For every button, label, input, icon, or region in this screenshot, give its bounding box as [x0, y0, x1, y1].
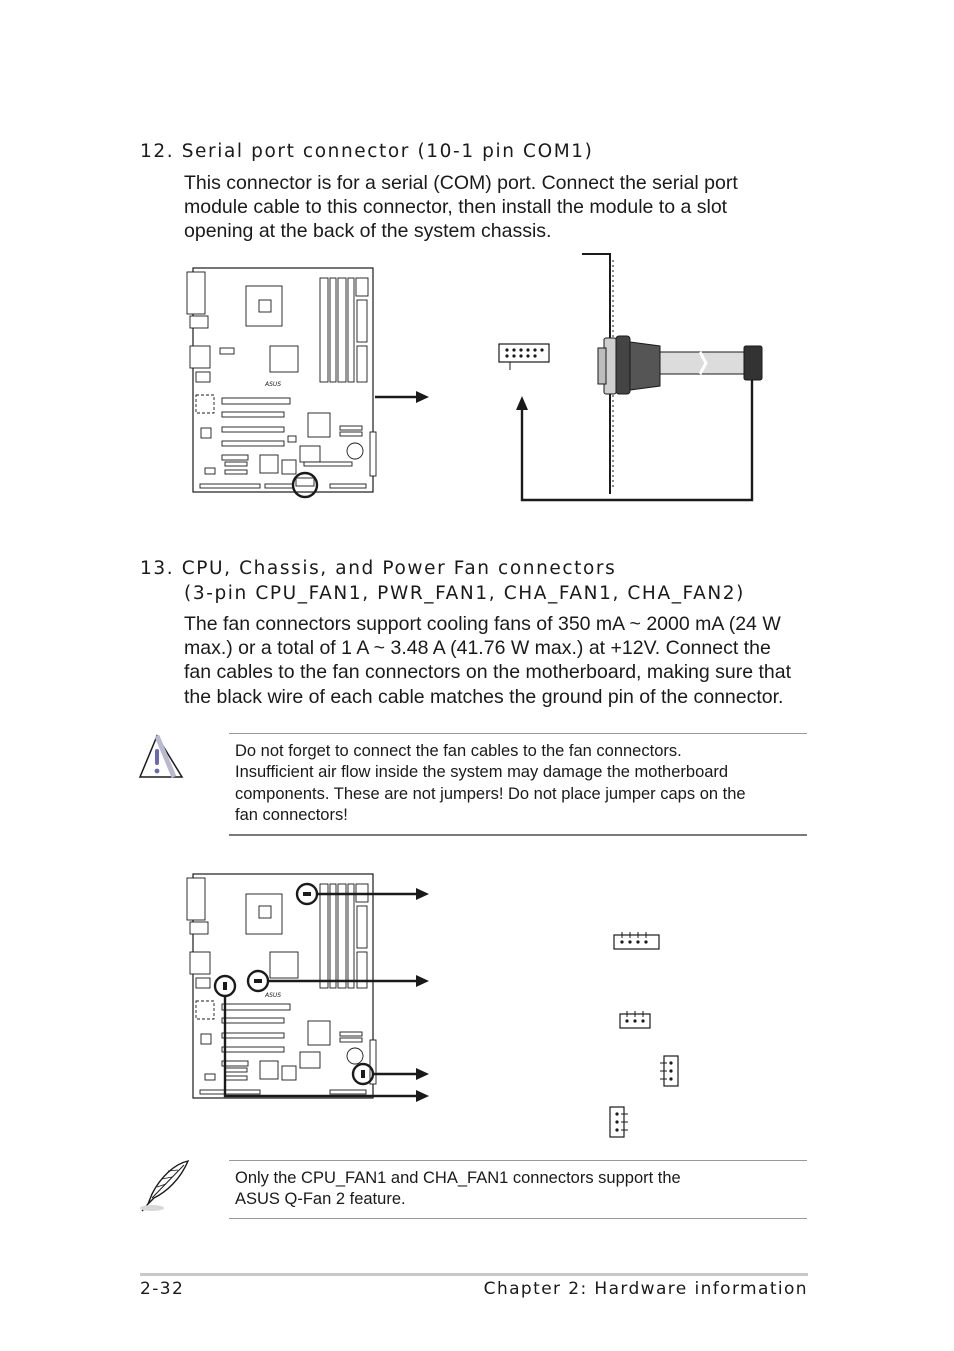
asus-logo: ASUS	[265, 381, 282, 388]
section-13-subheading: (3-pin CPU_FAN1, PWR_FAN1, CHA_FAN1, CHA_FAN2)	[184, 583, 745, 604]
body-line: module cable to this connector, then install the module to a slot	[184, 196, 728, 219]
body-line: opening at the back of the system chassis.	[184, 220, 552, 243]
arrowhead-icon	[416, 1090, 429, 1102]
note-text	[235, 1168, 805, 1211]
body-line: fan cables to the fan connectors on the motherboard, making sure that	[184, 661, 792, 684]
section-13-heading: 13. CPU, Chassis, and Power Fan connectors	[140, 558, 617, 579]
caution-line: components. These are not jumpers! Do not place jumper caps on the	[235, 784, 746, 803]
caution-line: Insufficient air flow inside the system may damage the motherboard	[235, 763, 729, 782]
arrowhead-icon	[416, 888, 429, 900]
caution-line: Do not forget to connect the fan cables to the fan connectors.	[235, 742, 682, 760]
feather-pen-icon	[138, 1158, 194, 1214]
caution-line: fan connectors!	[235, 805, 348, 824]
arrowhead-icon	[416, 975, 429, 987]
asus-logo: ASUS	[265, 992, 282, 999]
fan-connector-pinout	[610, 1107, 628, 1137]
note-top-rule	[229, 1160, 807, 1161]
fan-connector-pinout	[620, 1011, 650, 1028]
note-bottom-rule	[229, 1218, 807, 1219]
chapter-title: Chapter 2: Hardware information	[483, 1279, 808, 1299]
arrowhead-icon	[416, 1068, 429, 1080]
footer-rule	[140, 1273, 808, 1276]
body-line: The fan connectors support cooling fans of 350 mA ~ 2000 mA (24 W	[184, 613, 781, 635]
body-line: max.) or a total of 1 A ~ 3.48 A (41.76 W max.) at +12V. Connect the	[184, 637, 771, 660]
section-12-heading: 12. Serial port connector (10-1 pin COM1)	[140, 141, 594, 162]
note-line: Only the CPU_FAN1 and CHA_FAN1 connectors support the	[235, 1169, 681, 1187]
fan-connector-pinout	[660, 1056, 678, 1086]
fan-connector-pinout	[614, 932, 659, 949]
note-line: ASUS Q-Fan 2 feature.	[235, 1190, 406, 1209]
body-line: the black wire of each cable matches the ground pin of the connector.	[184, 685, 784, 708]
body-line: This connector is for a serial (COM) port. Connect the serial port	[184, 172, 738, 194]
page-number: 2-32	[140, 1279, 185, 1299]
